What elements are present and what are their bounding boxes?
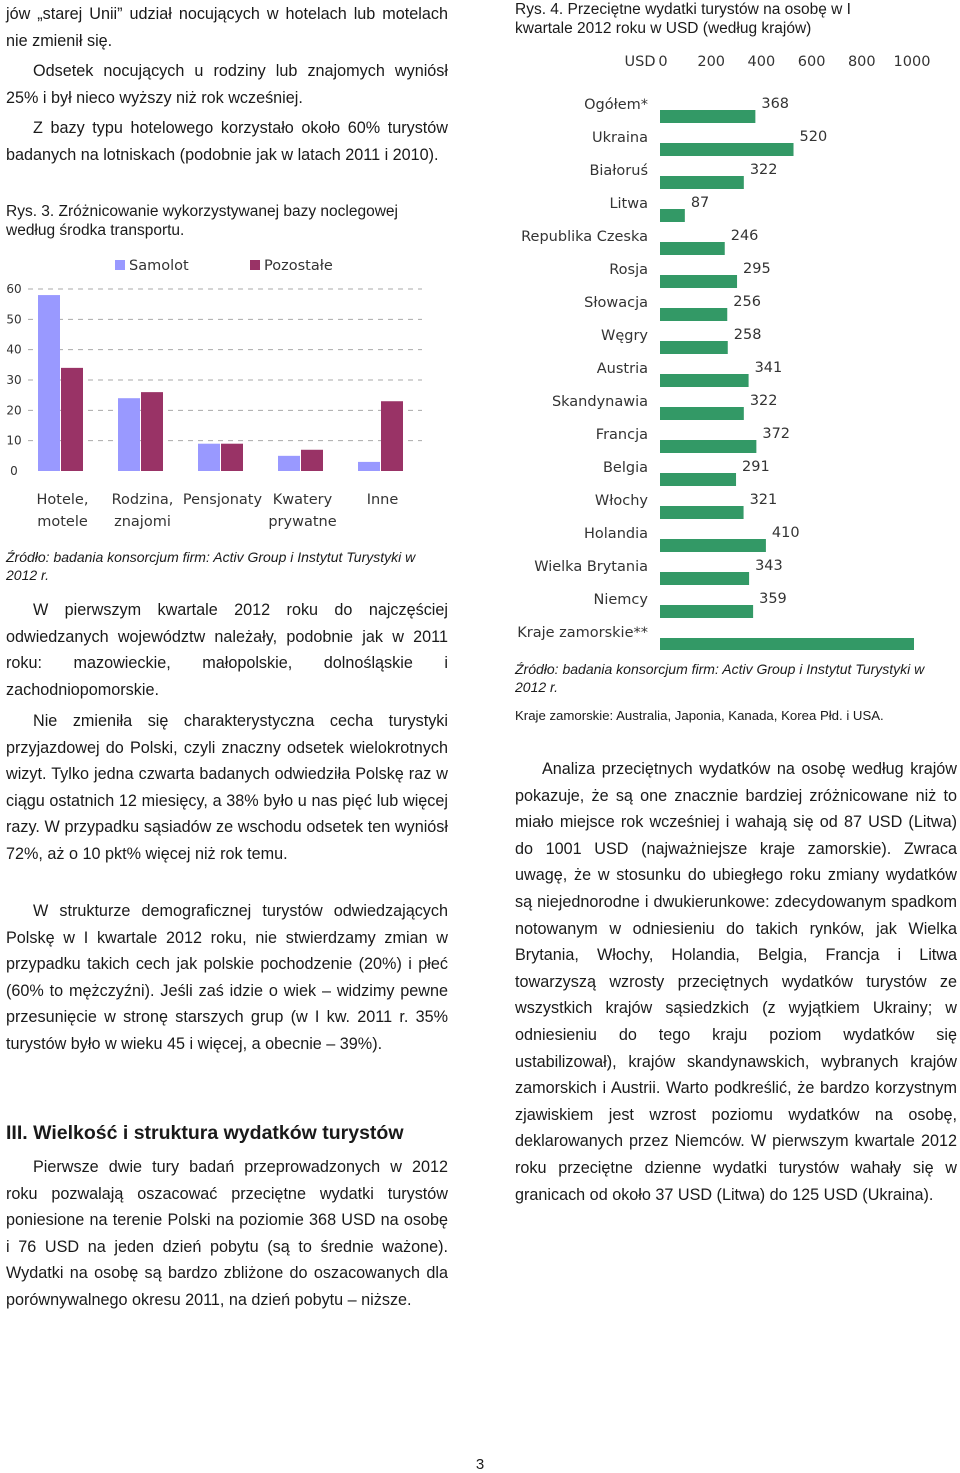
bar-samolot [358,462,380,471]
page-number: 3 [475,1456,485,1473]
bar-country [660,440,756,453]
data-label: 291 [742,459,770,475]
data-label: 295 [743,261,771,277]
category-label: Austria [596,361,648,377]
x-tick-label: Inne [366,492,399,508]
y-tick-label: 10 [6,433,22,448]
figure-3-source: Źródło: badania konsorcjum firm: Activ Group i Instytut Turystyki w 2012 r. [6,549,416,583]
data-label: 258 [733,327,762,343]
category-label: Francja [595,427,648,443]
data-label: 256 [733,294,761,310]
bar-country [660,638,914,650]
bar-country [660,605,753,618]
bar-country [660,572,749,585]
bar-samolot [38,295,60,471]
x-tick-label: znajomi [114,514,171,530]
category-label: Ukraina [592,130,648,146]
figure-3-caption: Rys. 3. Zróżnicowanie wykorzystywanej bazy noclegowej według środka transportu. [6,203,398,239]
chart-accommodation-by-transport [0,252,460,542]
chart-bars [660,110,914,650]
section-heading: III. Wielkość i struktura wydatków turystów [6,1122,404,1144]
category-label: Wielka Brytania [534,559,648,575]
bar-country [660,407,744,420]
x-tick-label: 200 [697,54,726,70]
chart-x-axis [37,492,399,530]
chart-expenses-by-country [510,45,957,650]
bar-country [660,539,766,552]
chart-y-axis [6,282,21,478]
chart-legend [115,258,333,274]
category-label: Litwa [609,196,648,212]
category-label: Skandynawia [551,394,648,410]
chart-bars [38,295,403,471]
bar-pozostale [301,450,323,471]
x-unit-label: USD [624,54,656,70]
bar-country [660,308,727,321]
data-label: 322 [749,393,778,409]
data-label: 246 [730,228,759,244]
data-label: 359 [759,591,787,607]
bar-country [660,374,749,387]
chart-gridlines [28,289,422,441]
figure-4-note: Kraje zamorskie: Australia, Japonia, Kanada, Korea Płd. i USA. [515,708,884,723]
category-label: Republika Czeska [521,229,648,245]
category-label: Słowacja [584,295,648,311]
data-label: 343 [755,558,783,574]
bar-country [660,473,736,486]
paragraph-hotel-base: Z bazy typu hotelowego korzystało około 60% turystów badanych na lotniskach (podobnie jak w latach 2011 i 2010). [6,119,448,164]
x-tick-label: Kwatery [272,492,333,508]
x-tick-label: 1000 [893,54,931,70]
figure-4-source: Źródło: badania konsorcjum firm: Activ Group i Instytut Turystyki w 2012 r. [515,661,925,695]
paragraph-expenses: Pierwsze dwie tury badań przeprowadzonych w 2012 roku pozwalają oszacować przeciętne wydatki turystów poniesione na terenie Polski na poziomie 368 USD na osobę i 76 USD na jeden dzień pobytu (są to średnie ważone). Wydatki na osobę są bardzo zbliżone do oszacowanych dla porównywalnego okresu 2011, na dzień pobytu – niższe. [6,1158,448,1309]
data-label: 410 [771,525,800,541]
paragraph-demographics: W strukturze demograficznej turystów odwiedzających Polskę w I kwartale 2012 roku, nie stwierdzamy zmian w przypadku takich cech jak polskie pochodzenie (20%) i płeć (60% to mężczyźni). Jeśli zaś idzie o wiek – widzimy pewne przesunięcie w stronę starszych grup (w I kw. 2011 r. 35% turystów było w wieku 45 i więcej, a obecnie – 39%). [6,902,448,1053]
category-label: Ogółem* [584,97,648,113]
x-tick-label: Pensjonaty [182,492,263,508]
figure-4-caption: Rys. 4. Przeciętne wydatki turystów na osobę w I kwartale 2012 roku w USD (według krajów) [515,1,851,37]
x-tick-label: motele [37,514,88,530]
y-tick-label: 40 [6,342,22,357]
category-label: Niemcy [593,592,648,608]
paragraph-expense-analysis: Analiza przeciętnych wydatków na osobę według krajów pokazuje, że są one znacznie bardziej zróżnicowane niż to miało miejsce rok wcześniej i wahają się od 87 USD (Litwa) do 1001 USD (najważniejsze kraje zamorskie). Zwraca uwagę, że w stosunku do ubiegłego roku zmiany wydatków są niejednorodne i dwukierunkowe: zdecydowanym spadkom notowanym w odniesieniu do takich rynków, jak Wielka Brytania, Włochy, Holandia, Belgia, Francja i Litwa towarzyszą wzrosty przeciętnych wydatków turystów ze wszystkich krajów sąsiedzkich (z wyjątkiem Ukrainy; w odniesieniu do tego kraju poziom wydatków się ustabilizował), krajów skandynawskich, wybranych krajów zamorskich i Austrii. Warto podkreślić, że bardzo korzystnym zjawiskiem jest wzrost poziomu wydatków na osobę, deklarowanych przez Niemców. W pierwszym kwartale 2012 roku przeciętne dzienne wydatki turystów wahały się w granicach od około 37 USD (Litwa) do 125 USD (Ukraina). [515,760,957,1204]
x-tick-label: 0 [658,54,668,70]
data-label: 520 [799,129,828,145]
legend-label: Samolot [129,258,189,274]
x-tick-label: 600 [797,54,826,70]
bar-country [660,341,728,354]
bar-samolot [278,456,300,471]
legend-label: Pozostałe [264,258,333,274]
data-label: 372 [762,426,791,442]
data-label: 321 [749,492,778,508]
data-label: 368 [761,96,790,112]
bar-pozostale [381,401,403,471]
x-tick-label: Hotele, [36,492,89,508]
bar-country [660,143,794,156]
category-label: Białoruś [589,163,648,179]
data-label: 87 [690,195,710,211]
y-tick-label: 20 [6,403,22,418]
x-tick-label: 400 [747,54,776,70]
bar-country [660,506,744,519]
paragraph-voivodeships: W pierwszym kwartale 2012 roku do najczęściej odwiedzanych województw należały, podobnie jak w 2011 roku: mazowieckie, małopolskie, dolnośląskie i zachodniopomorskie. [6,601,448,699]
bar-country [660,209,685,222]
paragraph-continuation: jów „starej Unii” udział nocujących w hotelach lub motelach nie zmienił się. [6,5,448,50]
data-label: 322 [749,162,778,178]
x-tick-label: 800 [847,54,876,70]
x-tick-label: Rodzina, [111,492,174,508]
y-tick-label: 0 [10,464,18,478]
paragraph-repeat-visits: Nie zmieniła się charakterystyczna cecha turystyki przyjazdowej do Polski, czyli znaczny odsetek wielokrotnych wizyt. Tylko jedna czwarta badanych odwiedziła Polskę raz w ciągu ostatnich 12 miesięcy, a 38% było u nas pięć lub więcej razy. W przypadku sąsiadów ze wschodu odsetek ten wyniósł 72%, aż o 10 pkt% więcej niż rok temu. [6,712,448,863]
bar-samolot [118,398,140,471]
bar-country [660,242,725,255]
category-label: Belgia [602,460,648,476]
category-label: Kraje zamorskie** [517,625,648,641]
bar-country [660,110,755,123]
bar-country [660,275,737,288]
legend-swatch [250,260,260,270]
bar-pozostale [141,392,163,471]
bar-pozostale [221,444,243,471]
x-tick-label: prywatne [268,514,337,530]
category-label: Rosja [609,262,648,278]
chart-x-axis [625,54,931,70]
chart-y-axis [517,97,648,641]
paragraph-family-stay: Odsetek nocujących u rodziny lub znajomych wyniósł 25% i był nieco wyższy niż rok wcześniej. [6,62,448,107]
legend-swatch [115,260,125,270]
data-label: 341 [754,360,783,376]
category-label: Węgry [600,328,648,344]
y-tick-label: 50 [6,312,22,327]
y-tick-label: 60 [6,282,22,296]
y-tick-label: 30 [6,373,22,387]
category-label: Włochy [594,493,648,509]
bar-pozostale [61,368,83,471]
bar-country [660,176,744,189]
category-label: Holandia [584,526,648,542]
bar-samolot [198,444,220,471]
